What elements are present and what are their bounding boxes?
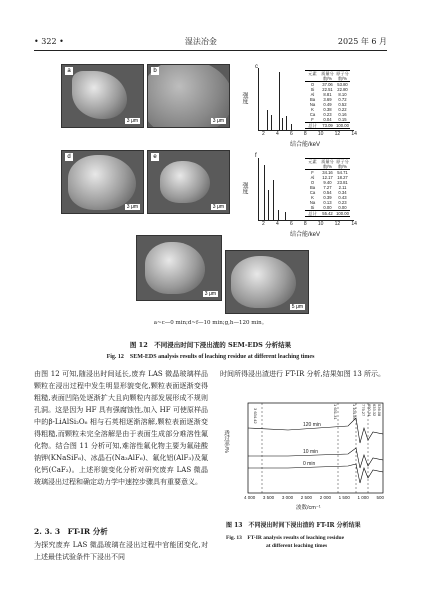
ftir-xticks: 4 000 3 500 3 000 2 500 2 000 1 500 1 000 500	[244, 495, 384, 500]
ftir-curve-label-120: 120 min	[303, 422, 321, 428]
ftir-peak-label: 690.34	[367, 404, 372, 417]
ftir-peak-label: 779.27	[361, 404, 366, 417]
panel-label: a	[65, 67, 73, 75]
ftir-curve-label-10: 10 min	[303, 449, 319, 455]
ftir-peak-label: 633.32	[372, 404, 377, 417]
ftir-curve-label-0: 0 min	[303, 461, 316, 467]
panel-label: e	[151, 153, 159, 161]
body-paragraph-1: 由图 12 可知,随浸出时间延长,废弃 LAS 微晶玻璃样品颗粒在浸出过程中发生明显形貌变化,颗粒表面逐渐变得粗糙,表面凹陷处逐渐扩大且向颗粒内部发展形成不规则孔洞。这是因为 HF 具有强腐蚀性,加入 HF 可使原样品中的β-LiAlSi₂O₆ 相与石英相逐渐溶解,颗粒表面逐渐变得粗糙,而颗粒未完全溶解是由于表面生成部分难溶性氟化物。结合图 11 分析可知,难溶性氟化物主要为氟硅酸钠钾(KNaSiF₆)、冰晶石(Na₃AlF₆)、氟化铝(AlF₃)及氟化钙(CaF₂)。上述形貌变化分析对研究废弃 LAS 微晶玻璃浸出过程和确定动力学中速控步骤具有重要意义。	[34, 370, 208, 486]
section-heading: 2. 3. 3 FT-IR 分析	[34, 527, 108, 536]
scale-bar: 3 μm	[204, 291, 216, 297]
body-paragraph-right: 时间所得浸出渣进行 FT-IR 分析,结果如图 13 所示。	[220, 370, 386, 378]
sem-image-d	[61, 150, 144, 214]
issue-date: 2025 年 6 月	[337, 36, 387, 46]
ftir-xlabel: 波数/cm⁻¹	[296, 505, 321, 511]
scale-bar: 3 μm	[212, 118, 224, 124]
spectrum-xlabel: 结合能/keV	[290, 142, 321, 148]
fig13-caption-en-1: Fig. 13 FT-IR analysis results of leaching residue	[226, 535, 345, 541]
ftir-peak-label: 3 634.42	[253, 408, 258, 424]
scale-bar: 3 μm	[126, 204, 138, 210]
fig12-legend: a~c—0 min;d~f—10 min;g,h—120 min。	[153, 320, 268, 326]
spectrum-xticks: 2 4 6 8 10 12 14	[262, 131, 357, 137]
spectrum-xticks: 2 4 6 8 10 12 14	[262, 221, 357, 227]
sem-image-h	[225, 250, 309, 314]
scale-bar: 3 μm	[126, 118, 138, 124]
sem-image-e	[147, 150, 230, 214]
sem-image-a	[61, 64, 144, 128]
panel-label: b	[151, 67, 159, 75]
eds-table-1: 元素 质量分数/% 原子分数/% O 37.06 53.80 Si 22.51 22.80 Al 8.81 8.10 Ba 3.69 0.72 Na 0.49 0.52 K 0.38 0.22 Ca 0.23 0.16 F 0.04 0.15 总计 73.09 100.00	[305, 70, 350, 129]
fig12-caption-cn: 图 12 不同浸出时间下浸出渣的 SEM-EDS 分析结果	[129, 341, 292, 349]
fig13-caption-en-2: at different leaching times	[266, 543, 328, 549]
page-number: • 322 •	[34, 36, 64, 46]
header-rule	[34, 50, 387, 51]
body-paragraph-2: 为探究废弃 LAS 微晶玻璃在浸出过程中官能团变化,对上述最佳试验条件下浸出不同	[34, 541, 208, 561]
spectrum-panel-label: f	[255, 153, 257, 159]
spectrum-ylabel: 强度	[241, 182, 247, 194]
ftir-curve-0min	[248, 464, 383, 483]
ftir-peak-label: 1 631.31	[333, 404, 338, 420]
ftir-ylabel: 透过率/%	[223, 430, 229, 453]
fig12-caption-en: Fig. 12 SEM-EDS analysis results of leaching residue at different leaching times	[106, 354, 315, 360]
sem-image-b	[147, 64, 230, 128]
spectrum-ylabel: 强度	[241, 92, 247, 104]
fig13-caption-cn: 图 13 不同浸出时间下浸出渣的 FT-IR 分析结果	[226, 522, 361, 529]
eds-table-2: 元素 质量分数/% 原子分数/% F 34.16 54.71 Al 12.17 18.27 O 9.40 23.81 Ba 7.27 2.11 Ca 0.54 0.34 K 0.39 0.43 Na 0.13 0.23 Si 0.00 0.00 总计 55.42 100.00	[305, 158, 350, 217]
panel-label: d	[65, 153, 73, 161]
sem-image-g	[136, 235, 222, 301]
journal-name: 湿法冶金	[184, 36, 217, 46]
ftir-peak-label: 536.08	[377, 404, 382, 417]
page-header	[34, 34, 387, 48]
scale-bar: 5 μm	[291, 304, 303, 310]
spectrum-xlabel: 结合能/keV	[290, 232, 321, 238]
ftir-peak-label: 1 104.56	[352, 404, 357, 420]
spectrum-panel-label: c	[255, 64, 258, 70]
scale-bar: 3 μm	[212, 204, 224, 210]
